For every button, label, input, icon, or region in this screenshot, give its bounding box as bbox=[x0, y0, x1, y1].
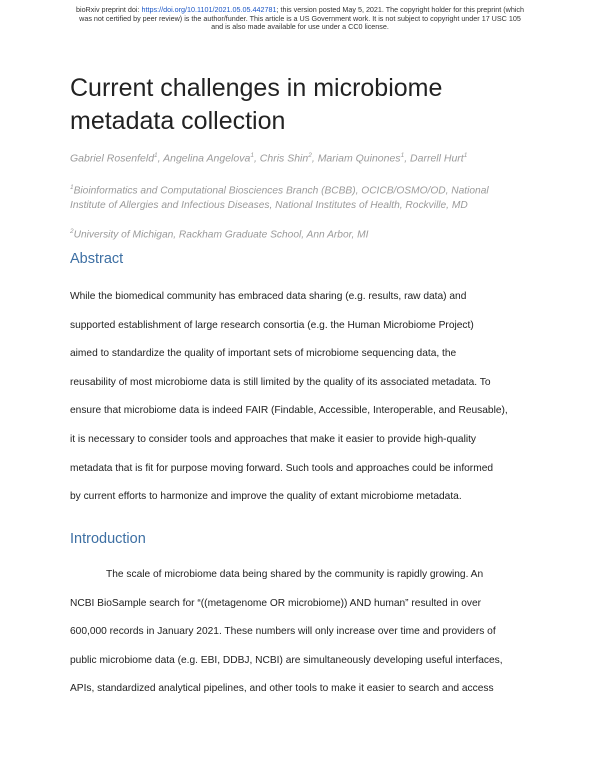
paper-title-line-2: metadata collection bbox=[70, 107, 286, 135]
author-affiliation-marker: 1 bbox=[250, 152, 254, 159]
preprint-notice-line-2: was not certified by peer review) is the author/funder. This article is a US Government work. It is not subject to copyright under 17 USC 105 bbox=[79, 13, 521, 23]
introduction-heading: Introduction bbox=[70, 531, 146, 547]
abstract-body bbox=[70, 283, 542, 512]
introduction-line: APIs, standardized analytical pipelines, and other tools to make it easier to search and access bbox=[70, 683, 494, 695]
author-name: Darrell Hurt bbox=[410, 152, 464, 165]
author-name: Mariam Quinones bbox=[317, 152, 401, 165]
paper-title-line-1: Current challenges in microbiome bbox=[70, 74, 443, 102]
abstract-line: metadata that is fit for purpose moving forward. Such tools and approaches could be informed bbox=[70, 462, 494, 474]
author-name: Gabriel Rosenfeld bbox=[70, 152, 155, 165]
author-affiliation-marker: 2 bbox=[308, 152, 312, 159]
preprint-notice bbox=[22, 6, 578, 32]
affiliation-line: Institute of Allergies and Infectious Diseases, National Institutes of Health, Rockville, MD bbox=[70, 200, 468, 212]
doi-link[interactable]: https://doi.org/10.1101/2021.05.05.442781 bbox=[141, 5, 277, 14]
introduction-line: 600,000 records in January 2021. These numbers will only increase over time and providers of bbox=[70, 626, 496, 638]
abstract-line: by current efforts to harmonize and improve the quality of extant microbiome metadata. bbox=[70, 491, 462, 503]
author-affiliation-marker: 1 bbox=[400, 152, 405, 159]
preprint-notice-line-3: and is also made available for use under a CC0 license. bbox=[211, 22, 389, 32]
paper-title bbox=[70, 72, 540, 138]
author-list: Gabriel Rosenfeld$^1$, Angelina Angelova$^1$, Chris Shin$^2$, Mariam Quinones$^1$, Darrell Hurt$^1$ bbox=[70, 152, 468, 165]
abstract-line: reusability of most microbiome data is still limited by the quality of its associated metadata. To bbox=[70, 376, 491, 388]
introduction-line: The scale of microbiome data being shared by the community is rapidly growing. An bbox=[106, 569, 484, 580]
author-name: Angelina Angelova bbox=[163, 152, 251, 165]
introduction-body bbox=[70, 561, 542, 704]
affiliation-1 bbox=[70, 180, 540, 213]
abstract-line: supported establishment of large research consortia (e.g. the Human Microbiome Project) bbox=[70, 319, 474, 331]
introduction-line: NCBI BioSample search for “((metagenome OR microbiome)) AND human” resulted in over bbox=[70, 597, 482, 609]
abstract-line: ensure that microbiome data is indeed FAIR (Findable, Accessible, Interoperable, and Reusable), bbox=[70, 405, 508, 417]
affiliation-number: 1 bbox=[70, 184, 74, 191]
affiliation-line: Bioinformatics and Computational Biosciences Branch (BCBB), OCICB/OSMO/OD, National bbox=[73, 185, 489, 197]
abstract-line: While the biomedical community has embraced data sharing (e.g. results, raw data) and bbox=[70, 291, 467, 302]
abstract-line: it is necessary to consider tools and approaches that make it easier to provide high-quality bbox=[70, 433, 477, 445]
abstract-heading: Abstract bbox=[70, 251, 124, 267]
abstract-line: aimed to standardize the quality of important sets of microbiome sequencing data, the bbox=[70, 348, 457, 360]
author-name: Chris Shin bbox=[259, 152, 309, 165]
preprint-label: bioRxiv preprint doi: bbox=[75, 5, 142, 14]
affiliation-2 bbox=[70, 224, 540, 242]
introduction-line: public microbiome data (e.g. EBI, DDBJ, NCBI) are simultaneously developing useful interfaces, bbox=[70, 654, 503, 666]
author-affiliation-marker: 1 bbox=[154, 152, 158, 159]
affiliation-number: 2 bbox=[70, 228, 74, 235]
author-affiliation-marker: 1 bbox=[463, 152, 468, 159]
affiliation-line: University of Michigan, Rackham Graduate School, Ann Arbor, MI bbox=[73, 229, 369, 241]
preprint-posted-text: ; this version posted May 5, 2021. The copyright holder for this preprint (which bbox=[276, 5, 525, 14]
